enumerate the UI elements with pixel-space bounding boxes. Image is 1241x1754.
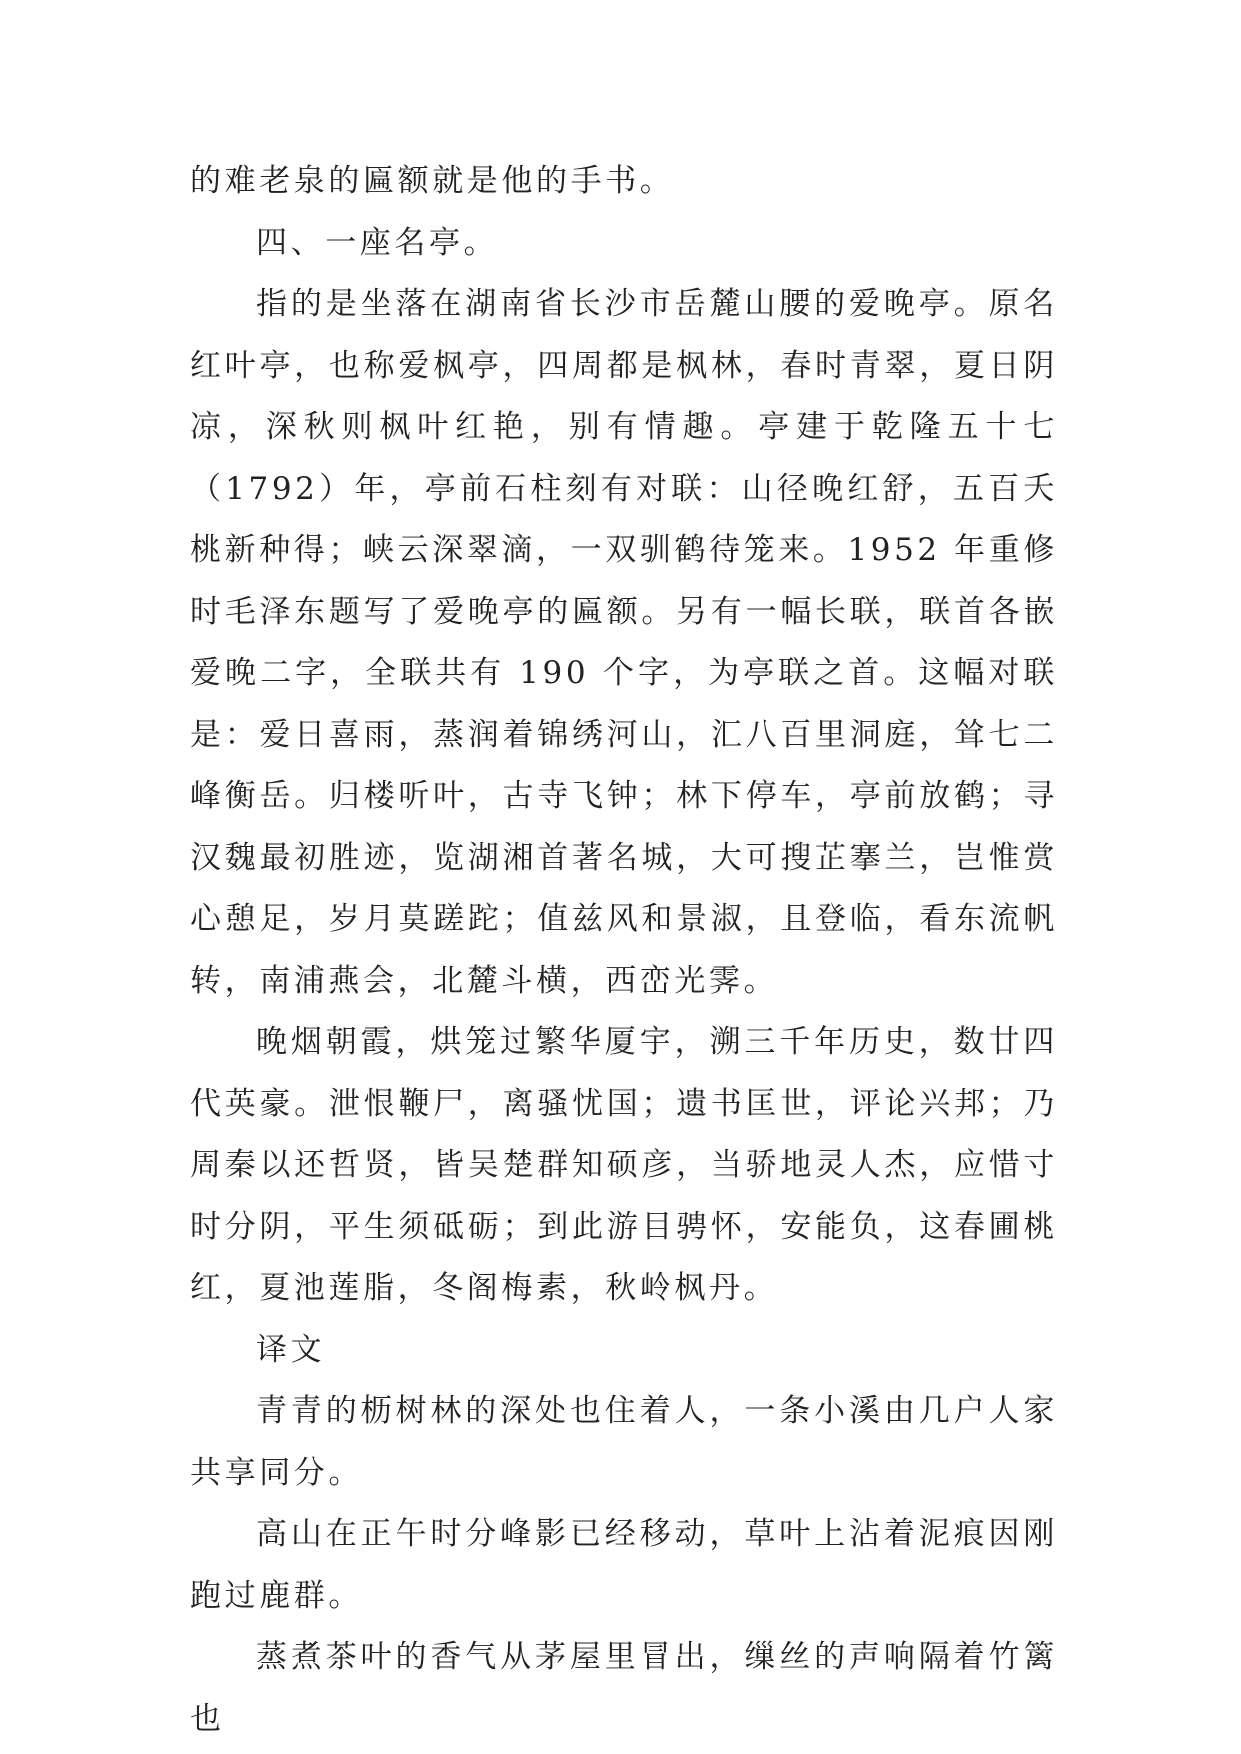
paragraph-aiwan-pavilion: 指的是坐落在湖南省长沙市岳麓山腰的爱晚亭。原名红叶亭，也称爱枫亭，四周都是枫林，春时青翠，夏日阴凉，深秋则枫叶红艳，别有情趣。亭建于乾隆五十七（1792）年，亭前石柱刻有对联：山径晚红舒，五百夭桃新种得；峡云深翠滴，一双驯鹤待笼来。1952 年重修时毛泽东题写了爱晚亭的匾额。另有一幅长联，联首各嵌爱晚二字，全联共有 190 个字，为亭联之首。这幅对联是：爱日喜雨，蒸润着锦绣河山，汇八百里洞庭，耸七二峰衡岳。归楼听叶，古寺飞钟；林下停车，亭前放鹤；寻汉魏最初胜迹，览湖湘首著名城，大可搜芷搴兰，岂惟赏心憩足，岁月莫蹉跎；值兹风和景淑，且登临，看东流帆转，南浦燕会，北麓斗横，西峦光霁。 [190,286,1058,999]
paragraph-couplet-second-half: 晚烟朝霞，烘笼过繁华厦宇，溯三千年历史，数廿四代英豪。泄恨鞭尸，离骚忧国；遗书匡世，评论兴邦；乃周秦以还哲贤，皆吴楚群知硕彦，当骄地灵人杰，应惜寸时分阴，平生须砥砺；到此游目骋怀，安能负，这春圃桃红，夏池莲脂，冬阁梅素，秋岭枫丹。 [190,1024,1058,1306]
translation-paragraph: 高山在正午时分峰影已经移动，草叶上沾着泥痕因刚跑过鹿群。 [190,1516,1058,1614]
translation-paragraph: 蒸煮茶叶的香气从茅屋里冒出，缫丝的声响隔着竹篱也 [190,1639,1058,1737]
document-body [190,151,1058,1750]
translation-heading: 译文 [256,1331,326,1368]
translation-paragraph: 青青的枥树林的深处也住着人，一条小溪由几户人家共享同分。 [190,1393,1058,1491]
paragraph-continuation: 的难老泉的匾额就是他的手书。 [190,163,675,199]
section-heading: 四、一座名亭。 [256,224,499,261]
